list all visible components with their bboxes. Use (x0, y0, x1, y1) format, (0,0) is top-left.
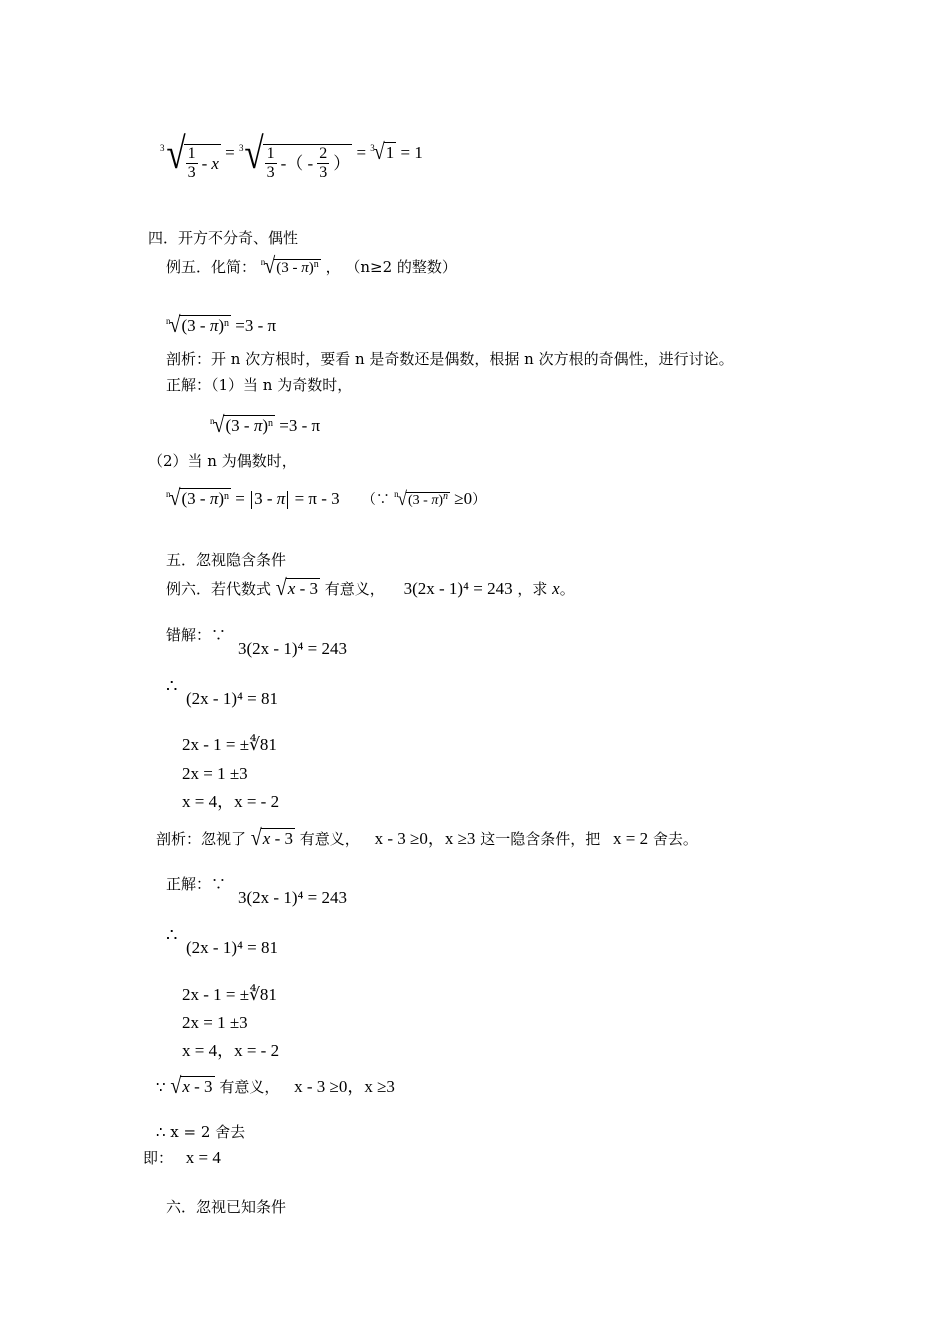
answer-line: 即： x = 4 (143, 1148, 221, 1167)
correct-solution-label: 正解：∵ (166, 875, 227, 893)
example-5-line: 例五．化简： $^n$√(3 - π)$^n$ ， （n≥2 的整数） (166, 253, 457, 279)
wrong-step-1: 3(2x - 1)⁴ = 243 (238, 639, 347, 658)
equation-result: = 1 (400, 142, 423, 162)
since-line: ∵ √x - 3 有意义， x - 3 ≥0，x ≥3 (156, 1073, 395, 1099)
example-5-odd-case: $^n$√(3 - π)$^n$ =3 - π (210, 412, 321, 438)
correct-step-4: 2x = 1 ±3 (182, 1013, 248, 1032)
section-heading-4: 四．开方不分奇、偶性 (148, 229, 299, 247)
correct-step-3: 2x - 1 = ±∜81 (182, 985, 277, 1004)
section-heading-6: 六．忽视已知条件 (166, 1198, 287, 1216)
example-6-analysis: 剖析：忽视了 √x - 3 有意义， x - 3 ≥0，x ≥3 这一隐含条件，把 x = 2 舍去。 (156, 825, 698, 851)
correct-step-1: 3(2x - 1)⁴ = 243 (238, 888, 347, 907)
wrong-step-2: (2x - 1)⁴ = 81 (186, 689, 278, 708)
therefore-drop-line: ∴ x = 2 舍去 (156, 1123, 246, 1141)
example-5-wrong-answer: $^n$√(3 - π)$^n$ =3 - π (166, 312, 277, 338)
example-6-line: 例六．若代数式 √x - 3 有意义， 3(2x - 1)⁴ = 243 ，求 x。 (166, 575, 575, 601)
wrong-solution-label: 错解：∵ (166, 626, 227, 644)
wrong-step-5: x = 4，x = - 2 (182, 792, 280, 811)
correct-step-5: x = 4，x = - 2 (182, 1041, 280, 1060)
example-5-even-case: $^n$√(3 - π)$^n$ = 3 - π = π - 3 （∵ $^n$√(3 - π)$^n$ ≥0） (166, 485, 487, 511)
correct-step-2: (2x - 1)⁴ = 81 (186, 938, 278, 957)
example-5-analysis: 剖析：开 n 次方根时，要看 n 是奇数还是偶数，根据 n 次方根的奇偶性，进行讨论。 (166, 350, 734, 368)
equation-cube-root: $^3$√ $\frac{1}{3}$ - x = $^3$√ $\frac{1}{3}$ -（ - $\frac{2}{3}$ ） = $^3$√1 = 1 (160, 129, 423, 182)
therefore-symbol-1: ∴ (166, 676, 178, 697)
section-heading-5: 五．忽视隐含条件 (166, 551, 287, 569)
example-5-correct-label: 正解：（1）当 n 为奇数时， (166, 376, 353, 394)
therefore-symbol-2: ∴ (166, 925, 178, 946)
example-5-even-label: （2）当 n 为偶数时， (148, 452, 297, 470)
wrong-step-3: 2x - 1 = ±∜81 (182, 735, 277, 754)
wrong-step-4: 2x = 1 ±3 (182, 764, 248, 783)
